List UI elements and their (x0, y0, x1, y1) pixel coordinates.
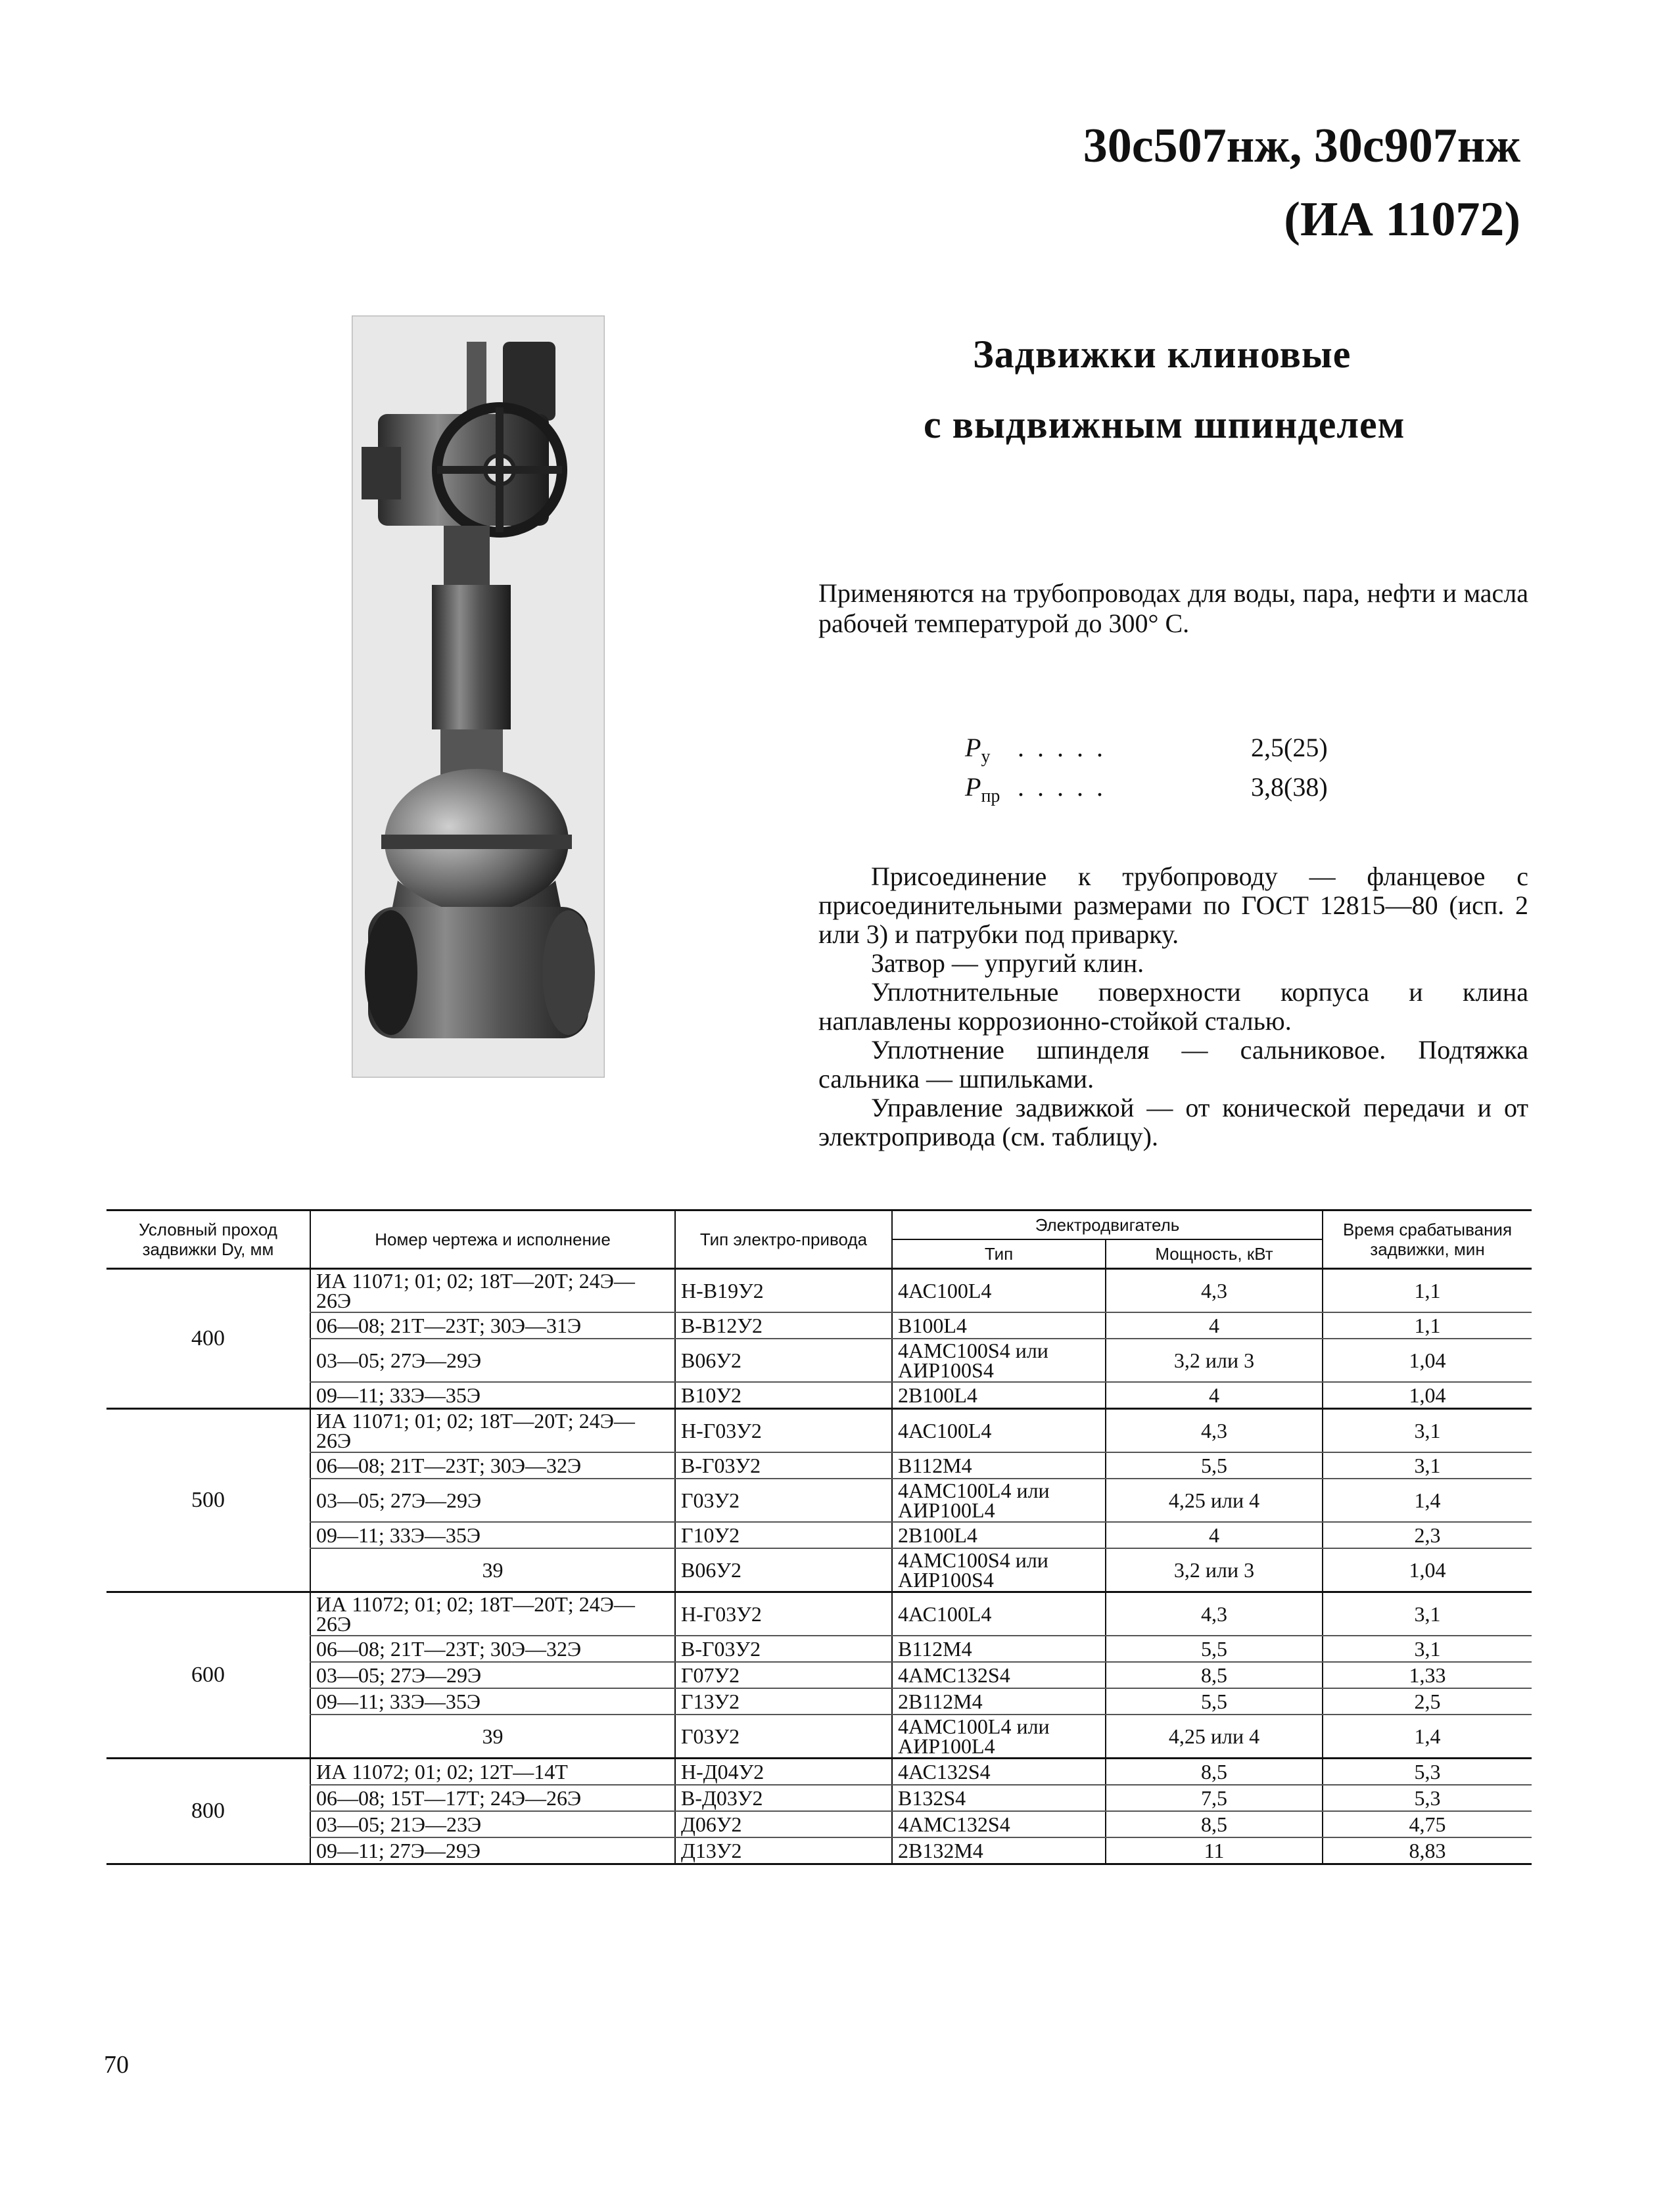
cell-drawing: 09—11; 33Э—35Э (310, 1688, 675, 1715)
cell-drive: В-Г03У2 (675, 1452, 892, 1479)
cell-motor-power: 4 (1106, 1382, 1323, 1409)
cell-motor-power: 5,5 (1106, 1636, 1323, 1662)
table-row (106, 1688, 1532, 1715)
cell-time: 4,75 (1323, 1811, 1532, 1837)
cell-motor-type: 4АС132S4 (892, 1759, 1106, 1786)
cell-motor-power: 4,3 (1106, 1592, 1323, 1636)
description-paragraph: Уплотнение шпинделя — сальниковое. Подтяжка сальника — шпильками. (818, 1035, 1528, 1094)
cell-dn: 800 (106, 1759, 310, 1864)
cell-drive: В-В12У2 (675, 1312, 892, 1339)
cell-drive: Н-Г03У2 (675, 1592, 892, 1636)
cell-motor-type: В100L4 (892, 1312, 1106, 1339)
cell-drawing: 39 (310, 1715, 675, 1759)
cell-drive: В-Д03У2 (675, 1785, 892, 1811)
cell-dn: 600 (106, 1592, 310, 1759)
pressure-value: 3,8(38) (1251, 772, 1328, 802)
model-title: 30с507нж, 30с907нж (1083, 119, 1520, 173)
cell-drawing: 03—05; 21Э—23Э (310, 1811, 675, 1837)
cell-motor-type: 2В112М4 (892, 1688, 1106, 1715)
cell-drive: Г13У2 (675, 1688, 892, 1715)
cell-drive: Г10У2 (675, 1522, 892, 1548)
model-subtitle: (ИА 11072) (1284, 193, 1520, 246)
cell-time: 1,04 (1323, 1382, 1532, 1409)
cell-drive: Н-Д04У2 (675, 1759, 892, 1786)
cell-time: 5,3 (1323, 1759, 1532, 1786)
product-title-line1: Задвижки клиновые (973, 333, 1352, 376)
cell-time: 1,33 (1323, 1662, 1532, 1688)
table-row (106, 1759, 1532, 1786)
pressure-list (965, 733, 1328, 812)
spec-table (106, 1209, 1532, 1865)
header-motor-type: Тип (892, 1239, 1106, 1269)
cell-motor-type: 4АС100L4 (892, 1269, 1106, 1313)
cell-drawing: 06—08; 15Т—17Т; 24Э—26Э (310, 1785, 675, 1811)
cell-drive: В06У2 (675, 1548, 892, 1592)
table-row (106, 1479, 1532, 1522)
cell-motor-power: 4,3 (1106, 1269, 1323, 1313)
cell-motor-type: 4АС100L4 (892, 1409, 1106, 1453)
cell-drive: В-Г03У2 (675, 1636, 892, 1662)
cell-motor-type: 2В100L4 (892, 1522, 1106, 1548)
pressure-value: 2,5(25) (1251, 733, 1328, 762)
table-row (106, 1662, 1532, 1688)
table-row (106, 1785, 1532, 1811)
cell-motor-type: 4АМС100S4 или АИР100S4 (892, 1548, 1106, 1592)
cell-motor-type: 4АМС132S4 (892, 1662, 1106, 1688)
pressure-nominal (965, 733, 1328, 772)
cell-motor-power: 11 (1106, 1837, 1323, 1864)
cell-motor-type: 4АМС132S4 (892, 1811, 1106, 1837)
cell-motor-power: 4 (1106, 1522, 1323, 1548)
cell-time: 1,4 (1323, 1715, 1532, 1759)
gate-valve-photo (352, 315, 605, 1078)
cell-motor-power: 5,5 (1106, 1452, 1323, 1479)
cell-drawing: 39 (310, 1548, 675, 1592)
table-row (106, 1312, 1532, 1339)
cell-motor-type: 4АС100L4 (892, 1592, 1106, 1636)
table-row (106, 1715, 1532, 1759)
table-row (106, 1382, 1532, 1409)
cell-motor-power: 7,5 (1106, 1785, 1323, 1811)
table-row (106, 1339, 1532, 1382)
table-row (106, 1548, 1532, 1592)
cell-drawing: ИА 11072; 01; 02; 18Т—20Т; 24Э—26Э (310, 1592, 675, 1636)
header-drive: Тип электро-привода (675, 1210, 892, 1269)
cell-drawing: 06—08; 21Т—23Т; 30Э—32Э (310, 1636, 675, 1662)
leader-dots: ..... (1018, 733, 1116, 762)
cell-drive: Г03У2 (675, 1479, 892, 1522)
cell-motor-power: 5,5 (1106, 1688, 1323, 1715)
table-row (106, 1269, 1532, 1313)
cell-drawing: 03—05; 27Э—29Э (310, 1479, 675, 1522)
cell-time: 1,04 (1323, 1339, 1532, 1382)
cell-motor-type: В112М4 (892, 1452, 1106, 1479)
cell-drawing: 09—11; 27Э—29Э (310, 1837, 675, 1864)
description-paragraph: Уплотнительные поверхности корпуса и клина наплавлены коррозионно-стойкой сталью. (818, 977, 1528, 1036)
header-motor-group: Электродвигатель (892, 1210, 1323, 1240)
description-paragraph: Затвор — упругий клин. (871, 948, 1144, 978)
application-text: Применяются на трубопроводах для воды, пара, нефти и масла рабочей температурой до 300° С. (818, 578, 1528, 638)
cell-drive: В10У2 (675, 1382, 892, 1409)
cell-motor-power: 3,2 или 3 (1106, 1548, 1323, 1592)
cell-drive: Г03У2 (675, 1715, 892, 1759)
cell-time: 8,83 (1323, 1837, 1532, 1864)
cell-time: 5,3 (1323, 1785, 1532, 1811)
cell-dn: 500 (106, 1409, 310, 1592)
cell-time: 1,4 (1323, 1479, 1532, 1522)
cell-motor-power: 8,5 (1106, 1662, 1323, 1688)
cell-drive: В06У2 (675, 1339, 892, 1382)
cell-motor-power: 4,25 или 4 (1106, 1715, 1323, 1759)
cell-drawing: 03—05; 27Э—29Э (310, 1339, 675, 1382)
leader-dots: ..... (1018, 772, 1116, 802)
cell-drawing: ИА 11072; 01; 02; 12Т—14Т (310, 1759, 675, 1786)
cell-drive: Н-В19У2 (675, 1269, 892, 1313)
header-motor-power: Мощность, кВт (1106, 1239, 1323, 1269)
cell-time: 1,04 (1323, 1548, 1532, 1592)
cell-drawing: 03—05; 27Э—29Э (310, 1662, 675, 1688)
description (818, 862, 1528, 1151)
cell-drawing: ИА 11071; 01; 02; 18Т—20Т; 24Э—26Э (310, 1409, 675, 1453)
cell-motor-type: 2В100L4 (892, 1382, 1106, 1409)
header-drawing: Номер чертежа и исполнение (310, 1210, 675, 1269)
cell-time: 2,5 (1323, 1688, 1532, 1715)
table-row (106, 1592, 1532, 1636)
cell-motor-type: В112М4 (892, 1636, 1106, 1662)
cell-drive: Д13У2 (675, 1837, 892, 1864)
table-row (106, 1409, 1532, 1453)
cell-time: 1,1 (1323, 1312, 1532, 1339)
table-body (106, 1269, 1532, 1864)
page-number: 70 (104, 2051, 129, 2079)
description-paragraph: Управление задвижкой — от конической передачи и от электропривода (см. таблицу). (818, 1093, 1528, 1151)
cell-motor-power: 8,5 (1106, 1759, 1323, 1786)
cell-time: 2,3 (1323, 1522, 1532, 1548)
cell-dn: 400 (106, 1269, 310, 1409)
cell-drive: Н-Г03У2 (675, 1409, 892, 1453)
cell-drawing: 09—11; 33Э—35Э (310, 1382, 675, 1409)
cell-motor-type: 4АМС100L4 или АИР100L4 (892, 1479, 1106, 1522)
cell-drawing: ИА 11071; 01; 02; 18Т—20Т; 24Э—26Э (310, 1269, 675, 1313)
header-dn: Условный проход задвижки Dу, мм (106, 1210, 310, 1269)
cell-motor-power: 3,2 или 3 (1106, 1339, 1323, 1382)
table-row (106, 1636, 1532, 1662)
table-row (106, 1837, 1532, 1864)
cell-motor-type: 4АМС100L4 или АИР100L4 (892, 1715, 1106, 1759)
pressure-symbol: $P_у$ (965, 733, 991, 767)
cell-time: 3,1 (1323, 1452, 1532, 1479)
cell-time: 3,1 (1323, 1409, 1532, 1453)
cell-motor-type: В132S4 (892, 1785, 1106, 1811)
cell-motor-power: 4,3 (1106, 1409, 1323, 1453)
header-time: Время срабатывания задвижки, мин (1323, 1210, 1532, 1269)
cell-motor-power: 8,5 (1106, 1811, 1323, 1837)
cell-drive: Д06У2 (675, 1811, 892, 1837)
cell-drawing: 09—11; 33Э—35Э (310, 1522, 675, 1548)
cell-time: 1,1 (1323, 1269, 1532, 1313)
table-row (106, 1811, 1532, 1837)
description-paragraph: Присоединение к трубопроводу — фланцевое с присоединительными размерами по ГОСТ 12815—80 (исп. 2 или 3) и патрубки под приварку. (818, 862, 1528, 949)
table-row (106, 1522, 1532, 1548)
cell-motor-power: 4,25 или 4 (1106, 1479, 1323, 1522)
cell-time: 3,1 (1323, 1592, 1532, 1636)
cell-time: 3,1 (1323, 1636, 1532, 1662)
cell-motor-type: 2В132М4 (892, 1837, 1106, 1864)
pressure-test (965, 772, 1328, 812)
pressure-symbol: $P_{пр}$ (965, 772, 1000, 806)
cell-drive: Г07У2 (675, 1662, 892, 1688)
product-title-line2: с выдвижным шпинделем (924, 403, 1405, 446)
cell-motor-type: 4АМС100S4 или АИР100S4 (892, 1339, 1106, 1382)
table-row (106, 1452, 1532, 1479)
cell-motor-power: 4 (1106, 1312, 1323, 1339)
cell-drawing: 06—08; 21Т—23Т; 30Э—32Э (310, 1452, 675, 1479)
cell-drawing: 06—08; 21Т—23Т; 30Э—31Э (310, 1312, 675, 1339)
